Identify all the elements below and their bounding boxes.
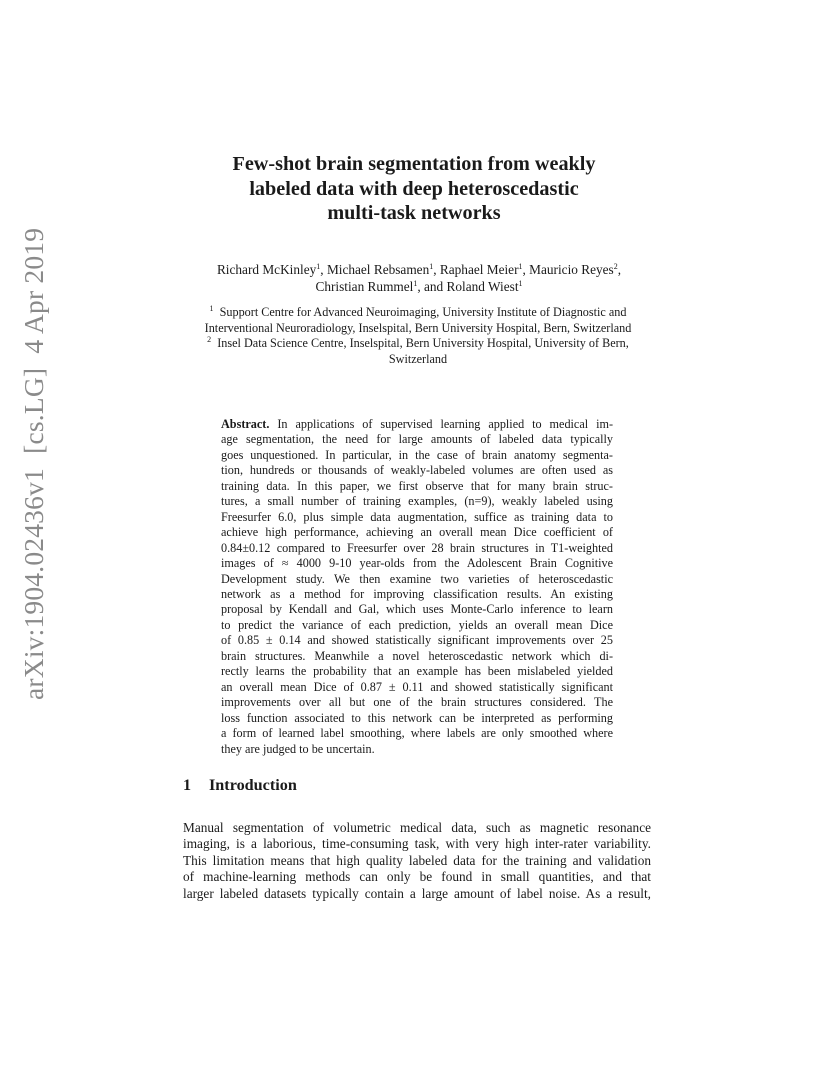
title-line: labeled data with deep heteroscedastic (249, 177, 579, 200)
arxiv-identifier-stamp: arXiv:1904.02436v1 [cs.LG] 4 Apr 2019 (18, 227, 49, 700)
abstract-line: loss function associated to this network can be interpreted as performing (221, 710, 613, 725)
abstract-line: proposal by Kendall and Gal, which uses Monte-Carlo inference to learn (221, 602, 613, 617)
abstract-line: goes unquestioned. In particular, in the case of brain anatomy segmenta- (221, 447, 613, 462)
abstract-line: tures, a small number of training examples, (n=9), weakly labeled using (221, 494, 613, 509)
section-title: Introduction (209, 776, 297, 794)
body-line: This limitation means that high quality labeled data for the training and validation (183, 852, 651, 868)
affiliation-line (0, 305, 828, 321)
body-line: larger labeled datasets typically contain a large amount of label noise. As a result, (183, 885, 651, 901)
section-number: 1 (183, 776, 192, 794)
abstract-line: they are judged to be uncertain. (221, 741, 375, 756)
affiliation-text: Insel Data Science Centre, Inselspital, Bern University Hospital, University of Bern, (217, 336, 629, 350)
author-name: Roland Wiest (446, 279, 519, 294)
abstract-line: training data. In this paper, we first observe that for many brain struc- (221, 478, 613, 493)
affiliation-text: Switzerland (388, 351, 448, 366)
paper-title (0, 152, 828, 226)
abstract-line: of 0.85 ± 0.14 and showed statistically significant improvements over 25 (221, 633, 613, 648)
abstract-line: achieve high performance, achieving an overall mean Dice coefficient of (221, 525, 613, 540)
author-separator: , (522, 262, 530, 277)
abstract-line (221, 417, 613, 432)
title-line: multi-task networks (327, 202, 501, 224)
body-line: of machine-learning methods can only be found in small quantities, and that (183, 869, 651, 885)
author-line (0, 261, 828, 278)
abstract-line: Freesurfer 6.0, plus simple data augmentation, suffice as training data to (221, 509, 613, 524)
affiliation-marker: 2 (613, 262, 618, 271)
affiliation-marker: 1 (316, 262, 321, 271)
affiliation-text: Interventional Neuroradiology, Inselspital, Bern University Hospital, Bern, Switzerland (204, 320, 632, 335)
abstract-line: brain structures. Meanwhile a novel heteroscedastic network which di- (221, 648, 613, 663)
author-separator: , (617, 262, 622, 277)
affiliation-marker: 1 (518, 262, 523, 271)
body-line: Manual segmentation of volumetric medical data, such as magnetic resonance (183, 820, 651, 835)
title-line: Few-shot brain segmentation from weakly (232, 153, 596, 175)
affiliation-line (0, 336, 828, 352)
affiliation-marker: 1 (518, 279, 523, 288)
affiliation-marker: 1 (429, 262, 434, 271)
abstract-line: rectly learns the probability that an example has been mislabeled yielded (221, 664, 613, 679)
abstract-line: 0.84±0.12 compared to Freesurfer over 28 brain structures in T1-weighted (221, 540, 613, 555)
author-name: Raphael Meier (439, 262, 519, 277)
abstract (221, 417, 613, 757)
section-heading-introduction (183, 776, 297, 795)
author-list (0, 261, 828, 295)
affiliation-line (0, 352, 828, 368)
affiliation-line (0, 321, 828, 337)
abstract-label: Abstract. (221, 417, 270, 431)
author-separator: , (320, 262, 327, 277)
abstract-line: images of ≈ 4000 9-10 year-olds from the Adolescent Brain Cognitive (221, 556, 613, 571)
abstract-line: improvements over all but one of the brain structures considered. The (221, 695, 613, 710)
introduction-paragraph (183, 820, 651, 902)
author-line (0, 278, 828, 295)
abstract-line: a form of learned label smoothing, where labels are only smoothed where (221, 726, 613, 741)
abstract-line: to predict the variance of each prediction, yields an overall mean Dice (221, 617, 613, 632)
abstract-line: Development study. We then examine two varieties of heteroscedastic (221, 571, 613, 586)
affiliation-list (0, 305, 828, 367)
abstract-line: tion, hundreds or thousands of weakly-labeled volumes are often used as (221, 463, 613, 478)
author-name: Mauricio Reyes (529, 262, 614, 277)
author-name: Michael Rebsamen (326, 262, 430, 277)
affiliation-text: Support Centre for Advanced Neuroimaging, University Institute of Diagnostic and (219, 305, 627, 319)
abstract-text: In applications of supervised learning applied to medical im- (277, 417, 614, 431)
author-separator: , (433, 262, 440, 277)
author-separator: , and (417, 279, 447, 294)
abstract-line: age segmentation, the need for large amounts of labeled data typically (221, 432, 613, 447)
author-name: Christian Rummel (315, 279, 414, 294)
abstract-line: network as a method for improving classification results. An existing (221, 586, 613, 601)
affiliation-marker: 1 (209, 304, 214, 313)
abstract-line: an overall mean Dice of 0.87 ± 0.11 and showed statistically significant (221, 679, 613, 694)
affiliation-marker: 2 (207, 335, 212, 344)
affiliation-marker: 1 (413, 279, 418, 288)
author-name: Richard McKinley (216, 262, 317, 277)
body-line: imaging, is a laborious, time-consuming task, with very high inter-rater variability. (183, 836, 651, 852)
